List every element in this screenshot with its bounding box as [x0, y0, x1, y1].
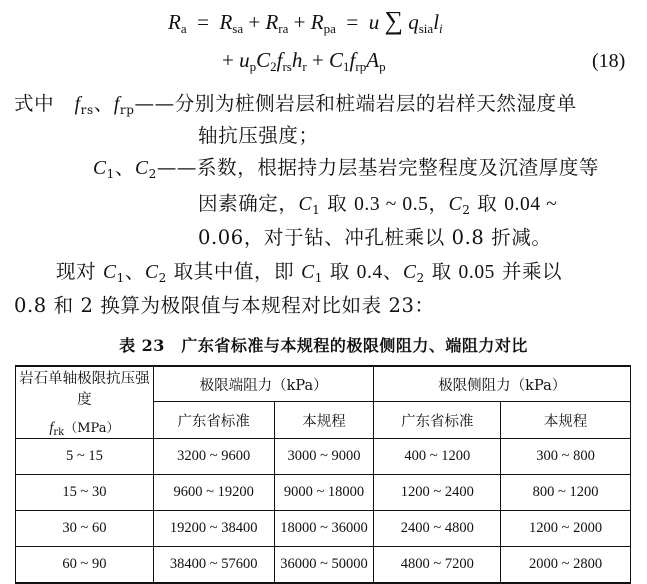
subheader-side-gd: 广东省标准: [374, 402, 501, 439]
comparison-table: [15, 365, 631, 584]
table-header-row: [16, 366, 631, 402]
definition-f: 式中 $f_{rs}$、$f_{rp}——$分别为桩侧岩层和桩端岩层的岩样天然湿度单: [14, 92, 577, 117]
paragraph-line-1: 现对 $C_1$、$C_2$ 取其中值，即 $C_1$ 取 0.4、$C_2$ 取 0.05 并乘以: [56, 260, 563, 285]
table-row: 60 ~ 90 38400 ~ 57600 36000 ~ 50000 4800 ~ 7200 2000 ~ 2800: [16, 547, 631, 584]
header-side-resistance: 极限侧阻力（kPa）: [374, 366, 631, 402]
subheader-end-this: 本规程: [274, 402, 374, 439]
subheader-end-gd: 广东省标准: [153, 402, 274, 439]
definition-f-cont: 轴抗压强度；: [198, 124, 319, 147]
definition-c: $C_1$、$C_2——$系数，根据持力层基岩完整程度及沉渣厚度等: [93, 156, 600, 181]
table-caption: 表 23 广东省标准与本规程的极限侧阻力、端阻力对比: [119, 336, 528, 355]
equation-line-2: + $u_pC_2f_{rs}h_r + C_1f_{rp}A_p$: [222, 48, 386, 74]
definition-c-cont2: 0.06，对于钻、冲孔桩乘以 0.8 折减。: [198, 226, 552, 249]
table-row: 15 ~ 30 9600 ~ 19200 9000 ~ 18000 1200 ~ 2400 800 ~ 1200: [16, 475, 631, 511]
paragraph-line-2: 0.8 和 2 换算为极限值与本规程对比如表 23：: [14, 294, 435, 317]
header-frk: 岩石单轴极限抗压强度 $f_{rk}(MPa)$: [16, 366, 154, 439]
equation-number: (18): [592, 50, 626, 72]
definition-c-cont: 因素确定，$C_1$ 取 0.3 ~ 0.5，$C_2$ 取 0.04 ~: [198, 192, 558, 217]
table-row: 30 ~ 60 19200 ~ 38400 18000 ~ 36000 2400 ~ 4800 1200 ~ 2000: [16, 511, 631, 547]
table-row: 5 ~ 15 3200 ~ 9600 3000 ~ 9000 400 ~ 1200 300 ~ 800: [16, 439, 631, 475]
equation-line-1: $R_a = R_{sa} + R_{ra} + R_{pa} = u$ ∑ $q_{sia}l_i$: [168, 6, 443, 36]
subheader-side-this: 本规程: [501, 402, 631, 439]
header-end-resistance: 极限端阻力（kPa）: [153, 366, 374, 402]
